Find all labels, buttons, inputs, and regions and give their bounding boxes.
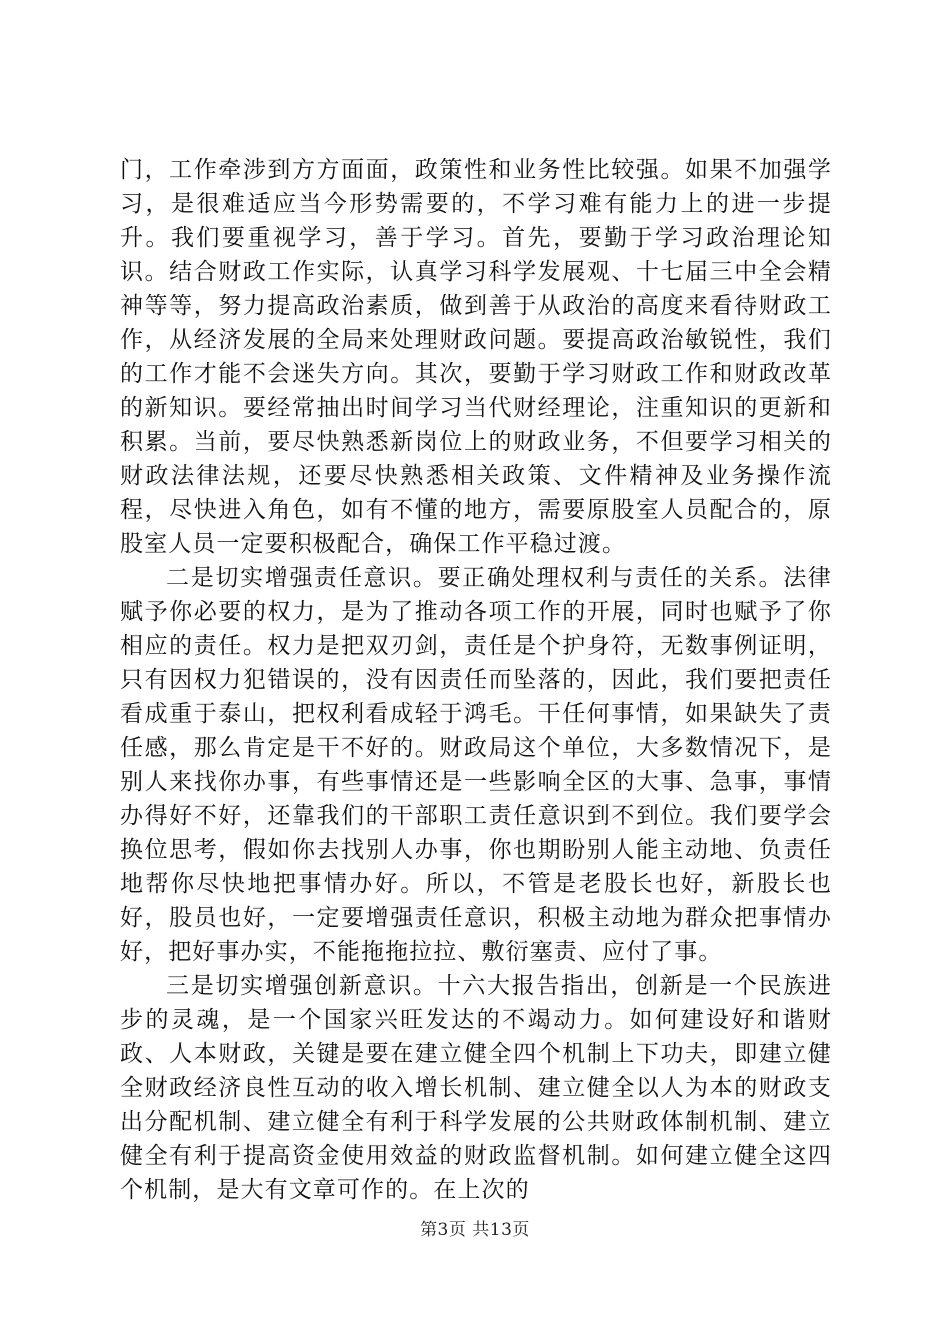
paragraph-continued: 门，工作牵涉到方方面面，政策性和业务性比较强。如果不加强学习，是很难适应当今形势需要的，不学习难有能力上的进一步提升。我们要重视学习，善于学习。首先，要勤于学习政治理论知识。结合财政工作实际，认真学习科学发展观、十七届三中全会精神等等，努力提高政治素质，做到善于从政治的高度来看待财政工作，从经济发展的全局来处理财政问题。要提高政治敏锐性，我们的工作才能不会迷失方向。其次，要勤于学习财政工作和财政改革的新知识。要经常抽出时间学习当代财经理论，注重知识的更新和积累。当前，要尽快熟悉新岗位上的财政业务，不但要学习相关的财政法律法规，还要尽快熟悉相关政策、文件精神及业务操作流程，尽快进入角色，如有不懂的地方，需要原股室人员配合的，原股室人员一定要积极配合，确保工作平稳过渡。 (120, 157, 832, 557)
page-footer: 第3页 共13页 (420, 1220, 530, 1240)
document-body (120, 153, 832, 1207)
paragraph-responsibility: 二是切实增强责任意识。要正确处理权利与责任的关系。法律赋予你必要的权力，是为了推动各项工作的开展，同时也赋予了你相应的责任。权力是把双刃剑，责任是个护身符，无数事例证明，只有因权力犯错误的，没有因责任而坠落的，因此，我们要把责任看成重于泰山，把权利看成轻于鸿毛。干任何事情，如果缺失了责任感，那么肯定是干不好的。财政局这个单位，大多数情况下，是别人来找你办事，有些事情还是一些影响全区的大事、急事，事情办得好不好，还靠我们的干部职工责任意识到不到位。我们要学会换位思考，假如你去找别人办事，你也期盼别人能主动地、负责任地帮你尽快地把事情办好。所以，不管是老股长也好，新股长也好，股员也好，一定要增强责任意识，积极主动地为群众把事情办好，把好事办实，不能拖拖拉拉、敷衍塞责、应付了事。 (120, 565, 832, 965)
paragraph-innovation: 三是切实增强创新意识。十六大报告指出，创新是一个民族进步的灵魂，是一个国家兴旺发达的不竭动力。如何建设好和谐财政、人本财政，关键是要在建立健全四个机制上下功夫，即建立健全财政经济良性互动的收入增长机制、建立健全以人为本的财政支出分配机制、建立健全有利于科学发展的公共财政体制机制、建立健全有利于提高资金使用效益的财政监督机制。如何建立健全这四个机制，是大有文章可作的。在上次的 (120, 973, 832, 1203)
